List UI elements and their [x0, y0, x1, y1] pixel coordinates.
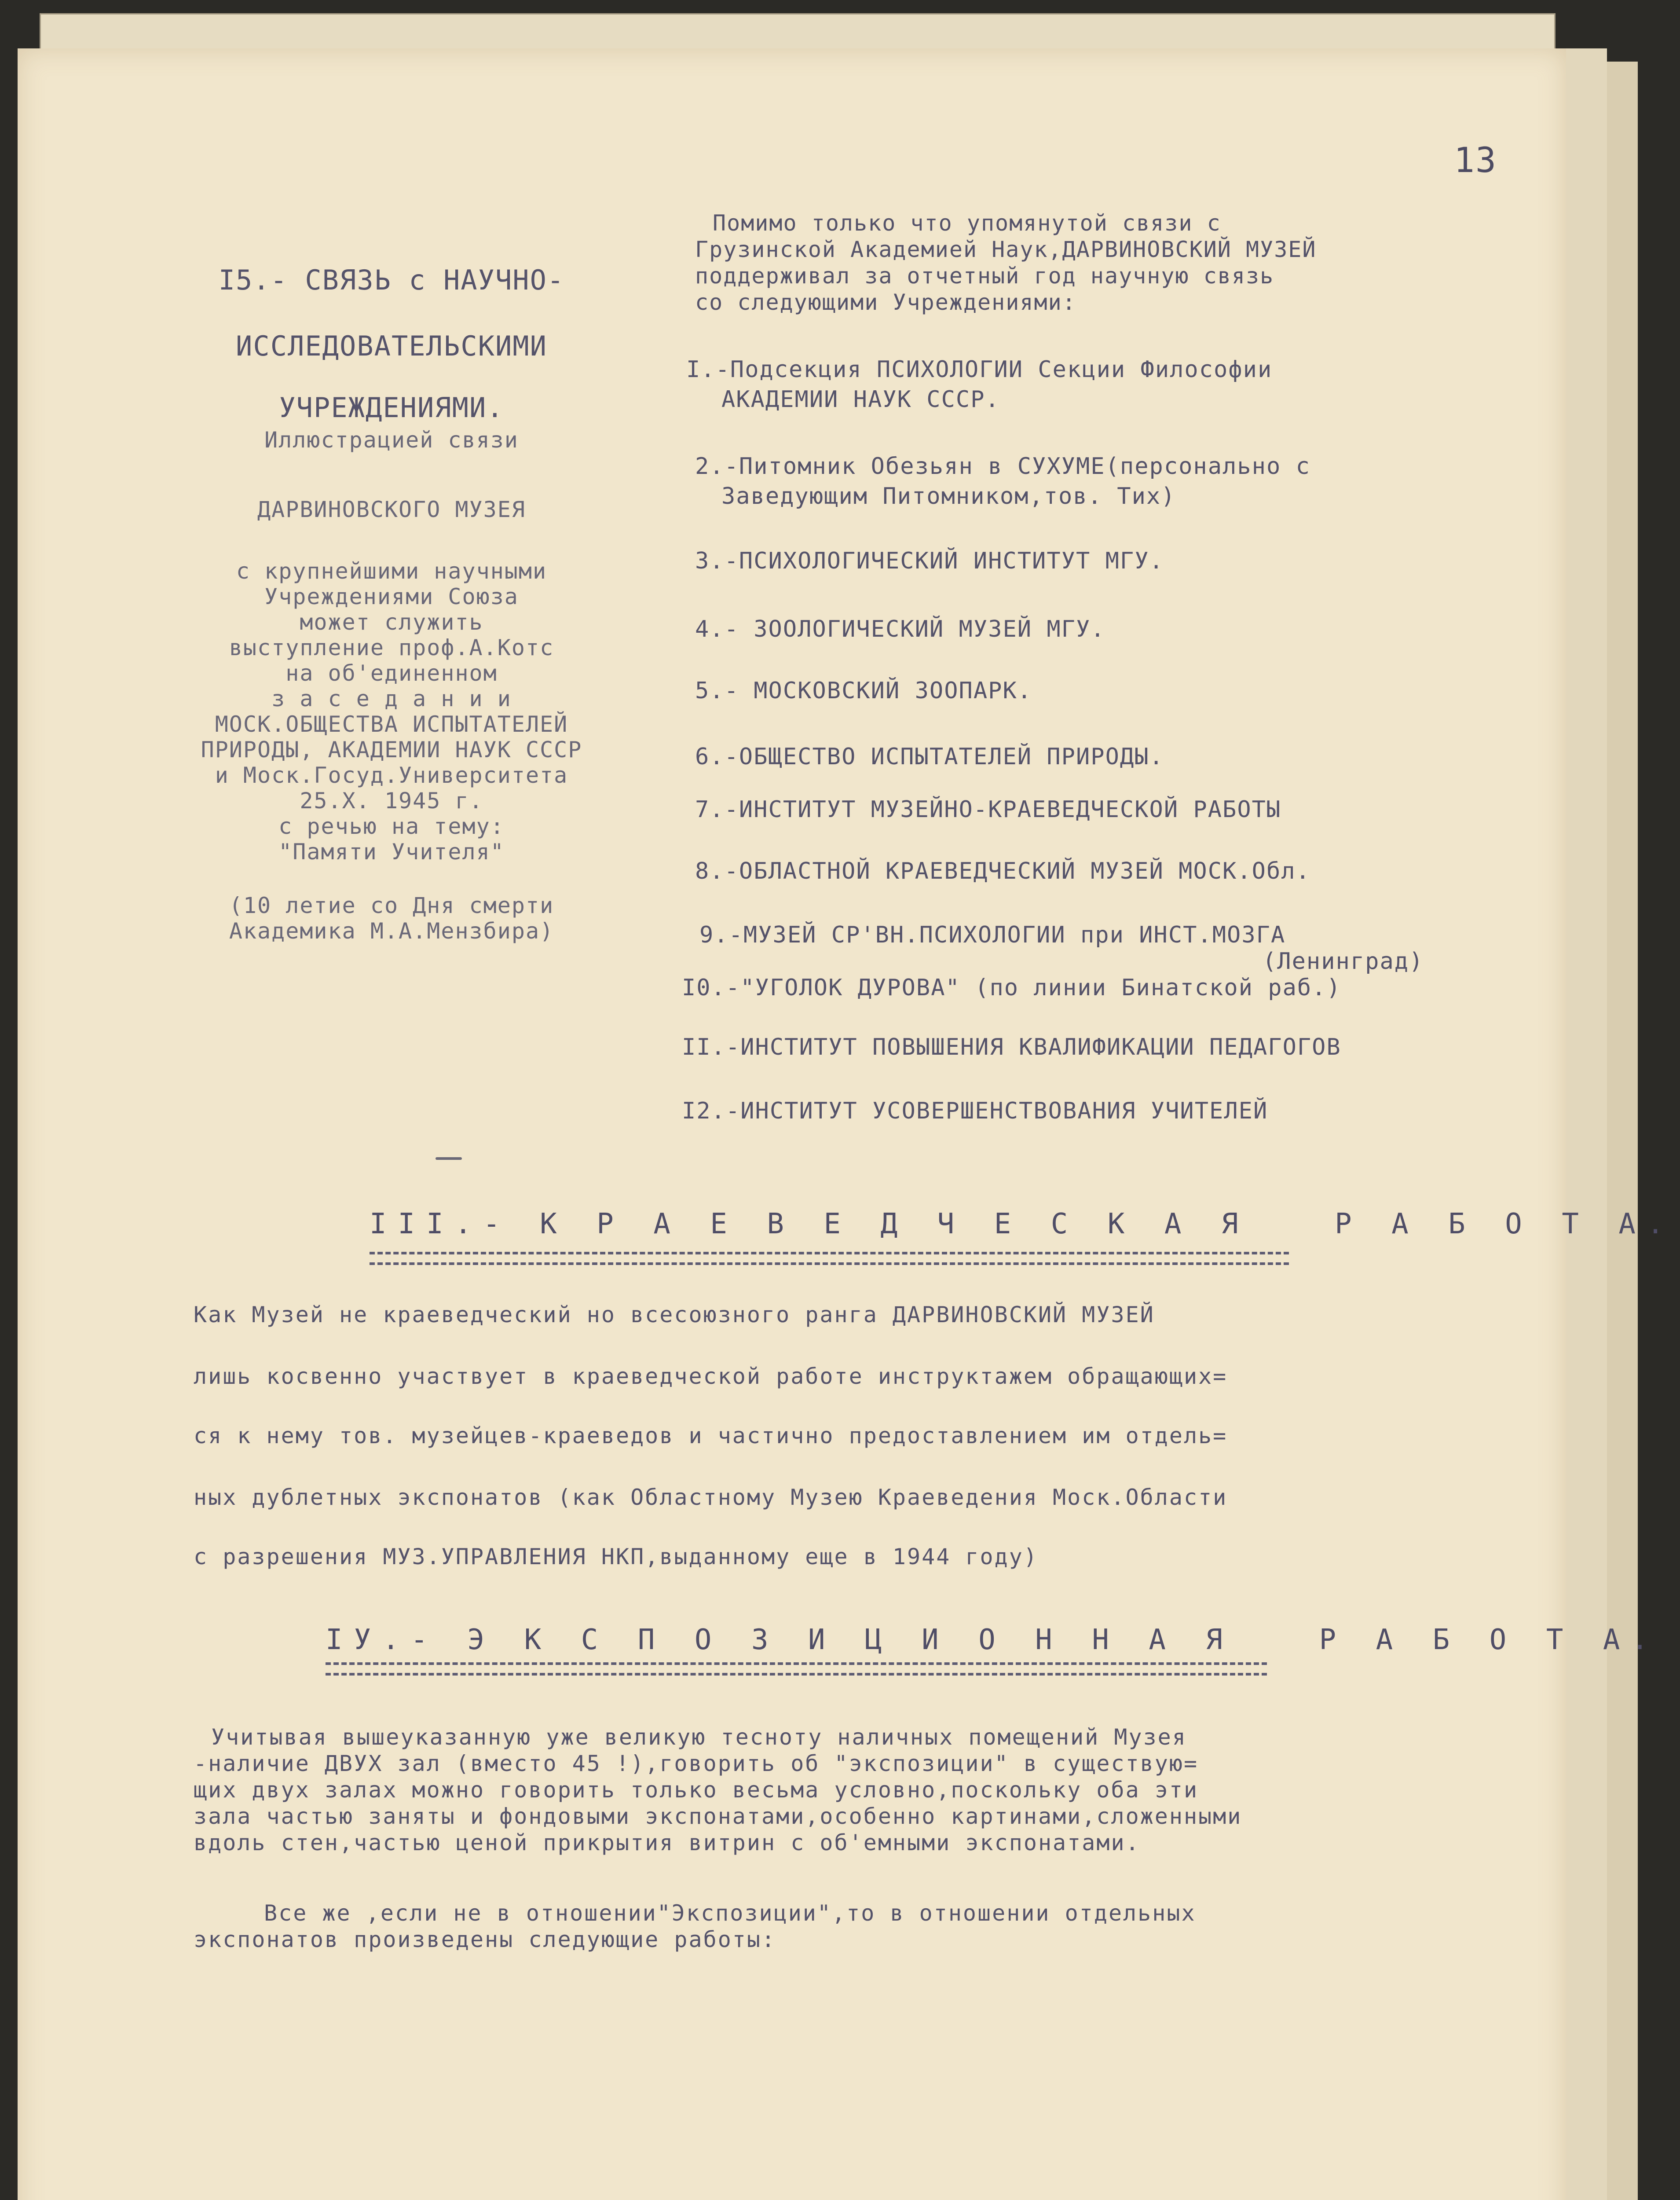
section-4-heading: IУ.- Э К С П О З И Ц И О Н Н А Я Р А Б О Т А.: [326, 1624, 1660, 1656]
left-note-line: 25.Х. 1945 г.: [300, 788, 483, 814]
institution-item-9-cont: (Ленинград): [1263, 948, 1424, 975]
section-3-underline: [370, 1252, 1289, 1265]
institution-item-12: I2.-ИНСТИТУТ УСОВЕРШЕНСТВОВАНИЯ УЧИТЕЛЕЙ: [682, 1098, 1268, 1124]
left-note-line: Иллюстрацией связи: [264, 427, 519, 453]
left-section-title-line-2: ИССЛЕДОВАТЕЛЬСКИМИ: [236, 330, 547, 362]
section-3-line: лишь косвенно участвует в краеведческой работе инструктажем обращающих=: [194, 1364, 1228, 1389]
institution-item-11: II.-ИНСТИТУТ ПОВЫШЕНИЯ КВАЛИФИКАЦИИ ПЕДАГОГОВ: [682, 1034, 1341, 1060]
institution-item-10: I0.-"УГОЛОК ДУРОВА" (по линии Бинатской раб.): [682, 975, 1341, 1001]
institution-item-2: 2.-Питомник Обезьян в СУХУМЕ(персонально с: [695, 453, 1310, 480]
left-section-title-line-3: УЧРЕЖДЕНИЯМИ.: [279, 392, 504, 424]
left-note-line: может служить: [300, 609, 483, 635]
institution-item-1: I.-Подсекция ПСИХОЛОГИИ Секции Философии: [686, 356, 1273, 383]
left-note-line: "Памяти Учителя": [278, 839, 505, 865]
typed-page: [18, 48, 1676, 2200]
left-note-line: с крупнейшими научными: [236, 558, 547, 584]
institution-item-9: 9.-МУЗЕЙ СР'ВН.ПСИХОЛОГИИ при ИНСТ.МОЗГА: [699, 922, 1286, 948]
left-note-line: с речью на тему:: [278, 814, 505, 839]
left-section-title-line-1: I5.- СВЯЗЬ с НАУЧНО-: [218, 264, 565, 296]
left-note-line: ПРИРОДЫ, АКАДЕМИИ НАУК СССР: [201, 737, 582, 763]
right-intro-line: Помимо только что упомянутой связи с: [713, 210, 1221, 236]
institution-item-1-cont: АКАДЕМИИ НАУК СССР.: [721, 386, 1000, 413]
page-number: 13: [1454, 141, 1497, 180]
left-note-line: на об'единенном: [285, 660, 498, 686]
section-3-heading: III.- К Р А Е В Е Д Ч Е С К А Я Р А Б О Т А.: [370, 1208, 1676, 1240]
left-note-line: ДАРВИНОВСКОГО МУЗЕЯ: [257, 497, 526, 522]
institution-item-2-cont: Заведующим Питомником,тов. Тих): [721, 483, 1176, 510]
left-note-line: (10 летие со Дня смерти: [229, 893, 554, 918]
left-note-line: выступление проф.А.Котс: [229, 635, 554, 660]
section-4-para1-line: вдоль стен,частью ценой прикрытия витрин с об'емными экспонатами.: [194, 1830, 1140, 1855]
left-note-line: з а с е д а н и и: [271, 686, 512, 711]
section-4-para2-line: Все же ,если не в отношении"Экспозиции",то в отношении отдельных: [264, 1900, 1196, 1926]
left-note-line: Учреждениями Союза: [264, 584, 519, 609]
institution-item-3: 3.-ПСИХОЛОГИЧЕСКИЙ ИНСТИТУТ МГУ.: [695, 548, 1164, 574]
section-4-para1-line: -наличие ДВУХ зал (вместо 45 !),говорить об "экспозиции" в существую=: [194, 1751, 1199, 1776]
section-4-para1-line: зала частью заняты и фондовыми экспонатами,особенно картинами,сложенными: [194, 1804, 1242, 1829]
section-3-line: ных дублетных экспонатов (как Областному Музею Краеведения Моск.Области: [194, 1485, 1228, 1510]
left-note-line: и Моск.Госуд.Университета: [215, 763, 568, 788]
section-4-para2-line: экспонатов произведены следующие работы:: [194, 1927, 776, 1952]
institution-item-5: 5.- МОСКОВСКИЙ ЗООПАРК.: [695, 678, 1032, 704]
right-intro-line: поддерживал за отчетный год научную связь: [695, 263, 1274, 289]
institution-item-6: 6.-ОБЩЕСТВО ИСПЫТАТЕЛЕЙ ПРИРОДЫ.: [695, 744, 1164, 770]
section-3-line: с разрешения МУЗ.УПРАВЛЕНИЯ НКП,выданному еще в 1944 году): [194, 1544, 1038, 1569]
pencil-dash-mark: [436, 1157, 462, 1160]
institution-item-8: 8.-ОБЛАСТНОЙ КРАЕВЕДЧЕСКИЙ МУЗЕЙ МОСК.Обл.: [695, 858, 1310, 884]
section-4-underline: [326, 1662, 1267, 1676]
section-4-para1-line: щих двух залах можно говорить только весьма условно,поскольку оба эти: [194, 1777, 1199, 1803]
section-4-para1-line: Учитывая вышеуказанную уже великую тесноту наличных помещений Музея: [211, 1724, 1187, 1750]
right-intro-line: со следующими Учреждениями:: [695, 290, 1076, 315]
right-intro-line: Грузинской Академией Наук,ДАРВИНОВСКИЙ МУЗЕЙ: [695, 237, 1317, 262]
left-note-line: Академика М.А.Мензбира): [229, 918, 554, 944]
institution-item-4: 4.- ЗООЛОГИЧЕСКИЙ МУЗЕЙ МГУ.: [695, 616, 1105, 642]
left-note-line: МОСК.ОБЩЕСТВА ИСПЫТАТЕЛЕЙ: [215, 711, 568, 737]
section-3-line: ся к нему тов. музейцев-краеведов и частично предоставлением им отдель=: [194, 1423, 1228, 1448]
institution-item-7: 7.-ИНСТИТУТ МУЗЕЙНО-КРАЕВЕДЧЕСКОЙ РАБОТЫ: [695, 796, 1281, 823]
section-3-line: Как Музей не краеведческий но всесоюзного ранга ДАРВИНОВСКИЙ МУЗЕЙ: [194, 1302, 1155, 1327]
